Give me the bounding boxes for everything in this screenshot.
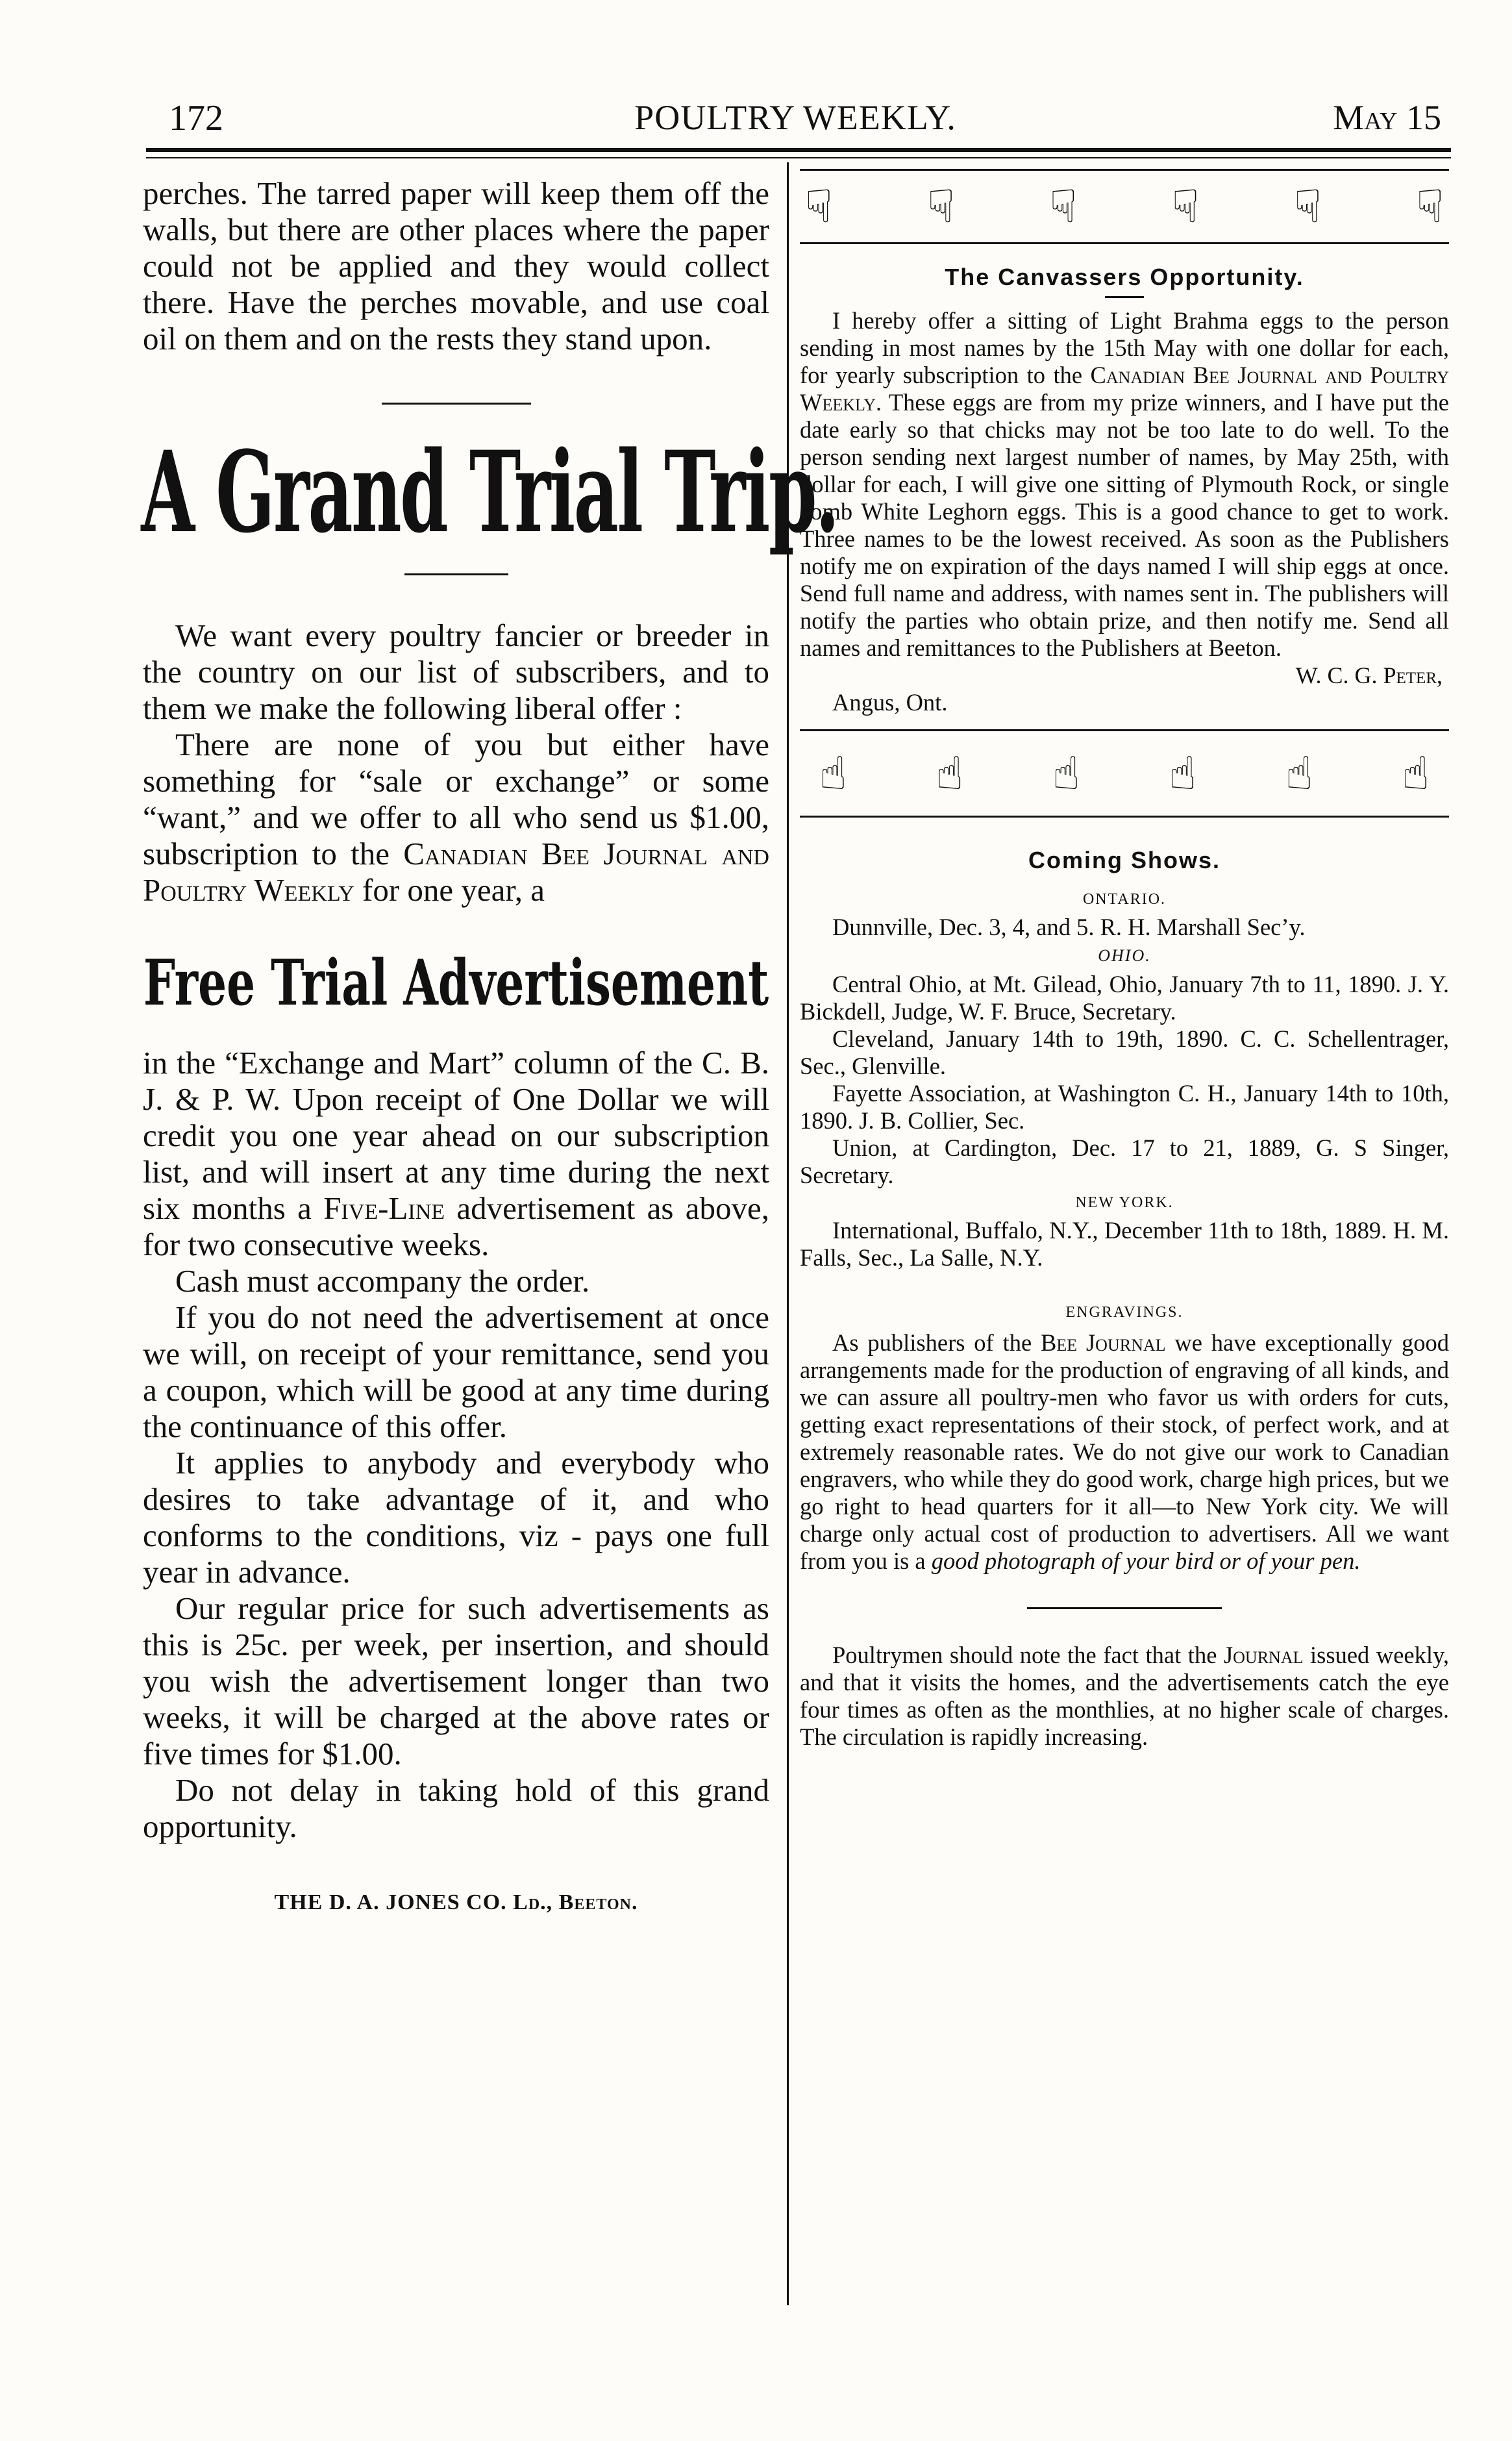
pointing-hand-down-icon: ☟ [805,180,833,233]
pointing-hands-border-bottom [800,729,1449,818]
publisher-imprint: THE D. A. JONES CO. Ld., Beeton. [274,1890,638,1914]
pointing-hand-up-icon: ☝ [1169,747,1197,800]
signature: W. C. G. Peter, [1295,662,1443,688]
pointing-hand-up-icon: ☝ [1285,747,1313,800]
closing-paragraph: Poultrymen should note the fact that the Journal issued weekly, and that it visits the homes, and the advertisements catch the eye four times as often as the monthlies, at no higher scale of charges. The circulation is rapidly increasing. [800,1642,1449,1750]
signature-location: Angus, Ont. [832,689,948,716]
left-column [141,175,838,1915]
free-trial-advertisement-heading: Free Trial Advertisement [143,946,769,1020]
section-rule [1027,1607,1222,1609]
pointing-hand-down-icon: ☟ [1171,180,1200,233]
pointing-hand-up-icon: ☝ [1052,747,1080,800]
cash-paragraph: Cash must accompany the order. [175,1263,590,1299]
journal-name: Canadian Bee Journal and Poultry Weekly [143,836,769,908]
delay-paragraph: Do not delay in taking hold of this grand opportunity. [143,1772,769,1844]
offer-paragraph-2: There are none of you but either have something for “sale or exchange” or some “want,” and we offer to all who send us $1.00, subscription to the Canadian Bee Journal and Poultry Weekly for one year, a [143,727,769,908]
engravings-heading: ENGRAVINGS. [1065,1304,1184,1321]
running-title: POULTRY WEEKLY. [634,98,956,137]
pointing-hand-up-icon: ☝ [1402,747,1430,800]
pointing-hand-down-icon: ☟ [1294,180,1322,233]
pointing-hand-down-icon: ☟ [927,180,955,233]
coupon-paragraph: If you do not need the advertisement at once we will, on receipt of your remittance, send you a coupon, which will be good at any time during the continuance of this offer. [143,1299,769,1444]
pointing-hand-down-icon: ☟ [1049,180,1078,233]
section-rule [404,573,508,575]
pointing-hand-down-icon: ☟ [1416,180,1444,233]
grand-trial-trip-headline: A Grand Trial Trip. [141,426,838,558]
state-heading-new-york: NEW YORK. [1075,1194,1174,1211]
right-column [800,169,1449,1751]
offer-paragraph: We want every poultry fancier or breeder in the country on our list of subscribers, and to them we make the following liberal offer : [143,618,769,726]
intro-paragraph: perches. The tarred paper will keep them off the walls, but there are other places where the paper could not be applied and they would collect there. Have the perches movable, and use coal oil on them and on the rests they stand upon. [143,175,769,357]
pointing-hand-up-icon: ☝ [819,747,847,800]
pointing-hands-border-top [800,169,1449,244]
state-heading-ohio: OHIO. [1098,946,1151,965]
header-rule-thick [146,148,1451,152]
coming-shows-heading: Coming Shows. [1028,847,1221,873]
pointing-hand-up-icon: ☝ [936,747,964,800]
dash-rule [1105,296,1144,298]
section-rule [382,403,531,405]
free-trial-paragraph: in the “Exchange and Mart” column of the C. B. J. & P. W. Upon receipt of One Dollar we will credit you one year ahead on our subscription list, and will insert at any time during the next six months a Five-Line advertisement as above, for two consecutive weeks. [143,1045,769,1262]
show-dunnville: Dunnville, Dec. 3, 4, and 5. R. H. Marshall Sec’y. [832,914,1306,940]
show-central-ohio: Central Ohio, at Mt. Gilead, Ohio, January 7th to 11, 1890. J. Y. Bickdell, Judge, W. F. Bruce, Secretary. [800,971,1449,1025]
applies-paragraph: It applies to anybody and everybody who desires to take advantage of it, and who conforms to the conditions, viz - pays one full year in advance. [143,1445,769,1590]
show-international: International, Buffalo, N.Y., December 11th to 18th, 1889. H. M. Falls, Sec., La Salle, N.Y. [800,1217,1449,1271]
state-heading-ontario: ONTARIO. [1082,891,1167,908]
header-rule-thin [146,157,1451,158]
price-paragraph: Our regular price for such advertisements as this is 25c. per week, per insertion, and should you wish the advertisement longer than two weeks, it will be charged at the above rates or five times for $1.00. [143,1590,769,1771]
page-header [149,97,1441,143]
engravings-paragraph: As publishers of the Bee Journal we have exceptionally good arrangements made for the production of engraving of all kinds, and we can assure all poultry-men who favor us with orders for cuts, getting exact representations of their stock, of perfect work, and at extremely reasonable rates. We do not give our work to Canadian engravers, who while they do good work, charge high prices, but we go right to head quarters for it all—to New York city. We will charge only actual cost of production to advertisers. All we want from you is a good photograph of your bird or of your pen. [800,1329,1449,1574]
canvassers-heading: The Canvassers Opportunity. [945,264,1304,290]
show-union: Union, at Cardington, Dec. 17 to 21, 1889, G. S Singer, Secretary. [800,1134,1449,1188]
canvassers-paragraph: I hereby offer a sitting of Light Brahma eggs to the person sending in most names by the 15th May with one dollar for each, for yearly subscription to the Canadian Bee Journal and Poultry Weekly. These eggs are from my prize winners, and I have put the date early so that chicks may not be too late to do well. To the person sending next largest number of names, by May 25th, with dollar for each, I will give one sitting of Plymouth Rock, or single comb White Leghorn eggs. This is a good chance to get to work. Three names to be the lowest received. As soon as the Publishers notify me on expiration of the days named I will ship eggs at once. Send full name and address, with names sent in. The publishers will notify the parties who obtain prize, and then notify me. Send all names and remittances to the Publishers at Beeton. [800,307,1449,661]
show-cleveland: Cleveland, January 14th to 19th, 1890. C. C. Schellentrager, Sec., Glenville. [800,1025,1449,1079]
issue-date: May 15 [1333,98,1441,137]
page-number: 172 [169,98,223,138]
show-fayette: Fayette Association, at Washington C. H., January 14th to 10th, 1890. J. B. Collier, Sec. [800,1080,1449,1134]
